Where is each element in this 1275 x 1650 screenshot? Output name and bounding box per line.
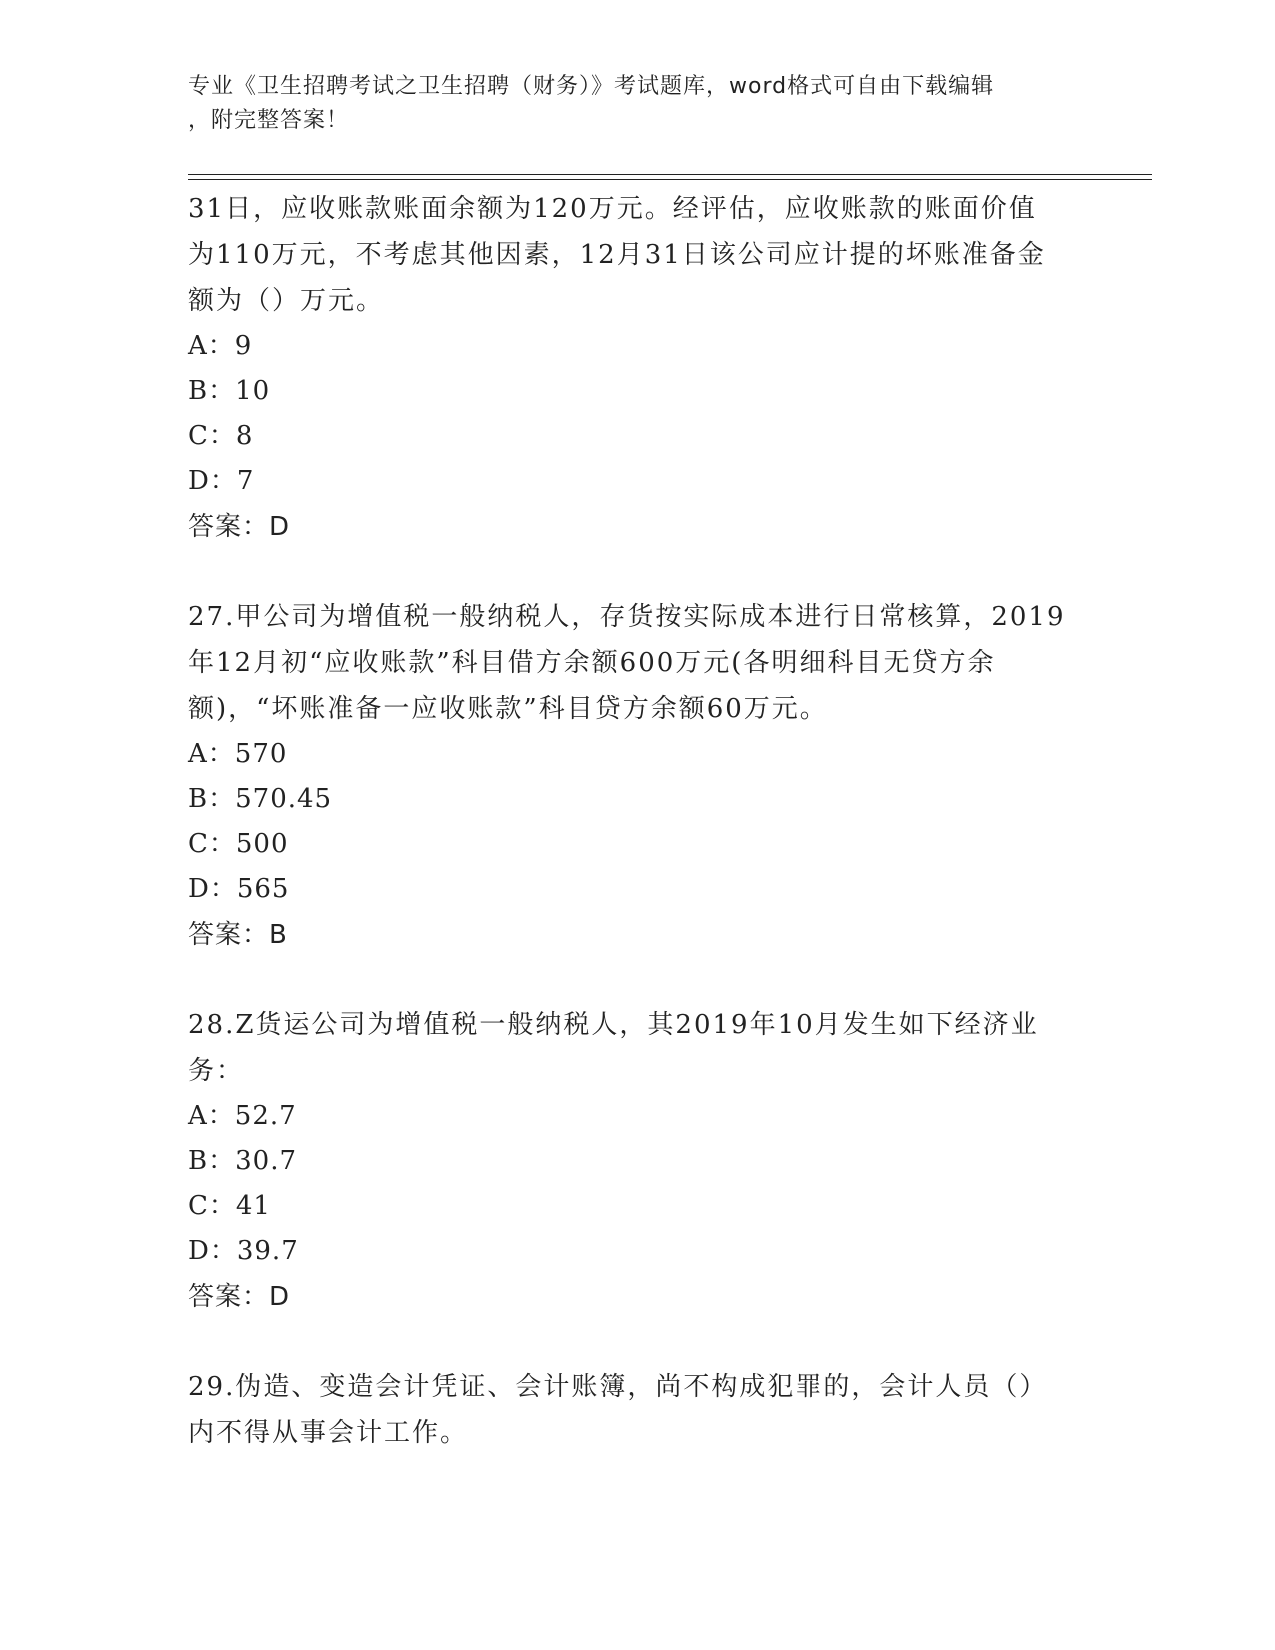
header-divider-top: [188, 174, 1152, 175]
document-header: [188, 70, 1088, 138]
question-spacer: [188, 1320, 1088, 1364]
question-text-line: 28.Z货运公司为增值税一般纳税人，其2019年10月发生如下经济业: [188, 1010, 1039, 1040]
option-b: B：10: [188, 376, 271, 406]
option-a: A：52.7: [188, 1101, 297, 1131]
header-line-1: 专业《卫生招聘考试之卫生招聘（财务）》考试题库，word格式可自由下载编辑: [188, 74, 995, 99]
question-text-line: 内不得从事会计工作。: [188, 1418, 469, 1448]
question-spacer: [188, 550, 1088, 594]
question-text-line: 年12月初“应收账款”科目借方余额600万元(各明细科目无贷方余: [188, 648, 996, 678]
answer-line: 答案：D: [188, 512, 291, 542]
question-text-line: 为110万元，不考虑其他因素，12月31日该公司应计提的坏账准备金: [188, 240, 1046, 270]
question-text-line: 务：: [188, 1056, 245, 1086]
option-c: C：8: [188, 421, 254, 451]
option-b: B：30.7: [188, 1146, 297, 1176]
question-text-line: 额为（）万元。: [188, 286, 385, 316]
option-d: D：7: [188, 466, 255, 496]
question-block: [188, 594, 1088, 958]
question-text-line: 29.伪造、变造会计凭证、会计账簿，尚不构成犯罪的，会计人员（）: [188, 1372, 1048, 1402]
question-text-line: 27.甲公司为增值税一般纳税人，存货按实际成本进行日常核算，2019: [188, 602, 1066, 632]
header-divider-bottom: [188, 179, 1152, 180]
option-a: A：9: [188, 331, 253, 361]
option-d: D：39.7: [188, 1236, 299, 1266]
option-c: C：41: [188, 1191, 271, 1221]
option-c: C：500: [188, 829, 289, 859]
question-list: [188, 186, 1088, 1456]
answer-line: 答案：B: [188, 920, 288, 950]
option-a: A：570: [188, 739, 288, 769]
option-b: B：570.45: [188, 784, 333, 814]
question-block: [188, 1002, 1088, 1320]
question-spacer: [188, 958, 1088, 1002]
option-d: D：565: [188, 874, 290, 904]
question-text-line: 额)，“坏账准备一应收账款”科目贷方余额60万元。: [188, 694, 828, 724]
question-block: [188, 186, 1088, 550]
question-text-line: 31日，应收账款账面余额为120万元。经评估，应收账款的账面价值: [188, 194, 1037, 224]
answer-line: 答案：D: [188, 1282, 291, 1312]
question-block: [188, 1364, 1088, 1456]
header-line-2: ，附完整答案！: [188, 108, 350, 133]
